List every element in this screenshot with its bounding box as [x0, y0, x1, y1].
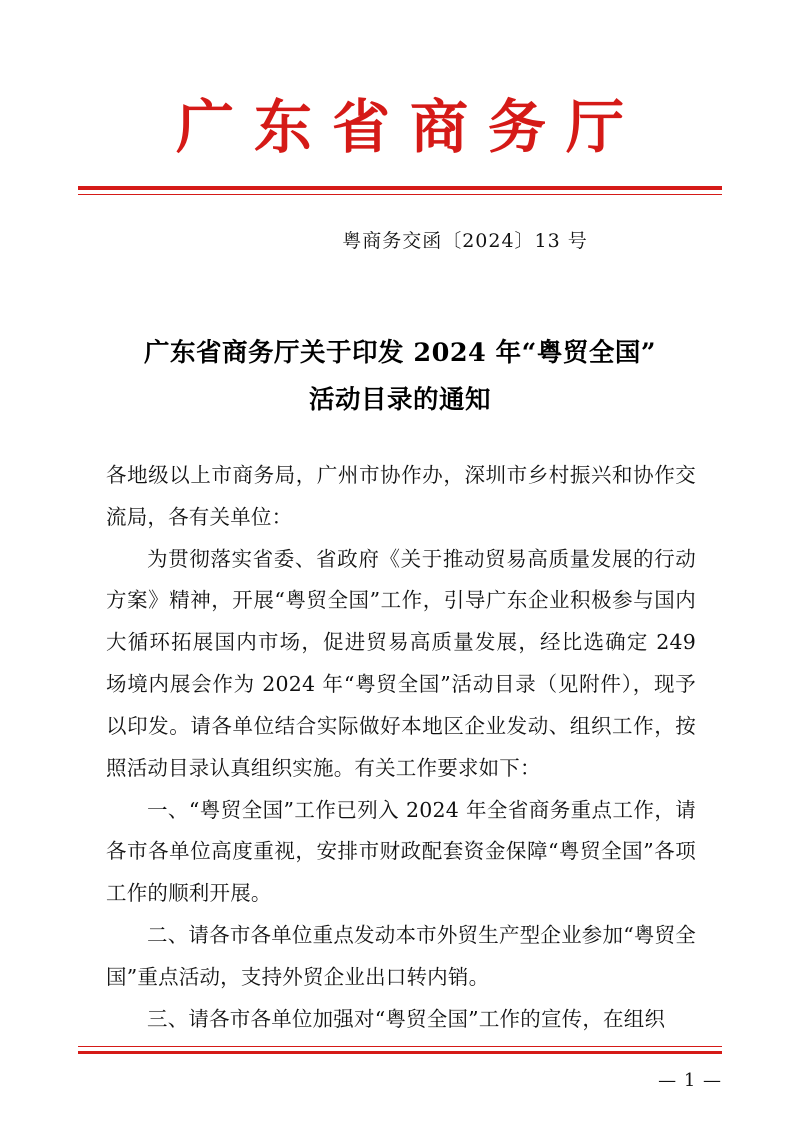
body-paragraph-salutation: 各地级以上市商务局，广州市协作办，深圳市乡村振兴和协作交流局，各有关单位： [106, 463, 696, 529]
body-paragraph-2: 一、“粤贸全国”工作已列入 2024 年全省商务重点工作，请各市各单位高度重视，安排市财政配套资金保障“粤贸全国”各项工作的顺利开展。 [106, 797, 696, 906]
document-body [106, 455, 696, 1040]
header-rule-thick [78, 186, 722, 190]
footer-rule-thick [78, 1051, 722, 1054]
body-paragraph-4: 三、请各市各单位加强对“粤贸全国”工作的宣传，在组织 [147, 1006, 666, 1031]
page-title-line-1: 广东省商务厅关于印发 2024 年“粤贸全国” [143, 338, 657, 368]
masthead [0, 93, 800, 161]
body-paragraph-1: 为贯彻落实省委、省政府《关于推动贸易高质量发展的行动方案》精神，开展“粤贸全国”工作，引导广东企业积极参与国内大循环拓展国内市场，促进贸易高质量发展，经比选确定 249 场境内展会作为 2024 年“粤贸全国”活动目录（见附件），现予以印发。请各单位结合实际做好本地区企业发动、组织工作，按照活动目录认真组织实施。有关工作要求如下： [106, 546, 696, 780]
page-title-line-2: 活动目录的通知 [308, 385, 491, 416]
page-number: — 1 — [658, 1070, 722, 1091]
masthead-title: 广东省商务厅 [175, 93, 644, 161]
page-title [104, 330, 696, 424]
footer-rule-thin [78, 1046, 722, 1047]
document-number: 粤商务交函〔2024〕13 号 [342, 230, 588, 252]
header-rule-thin [78, 194, 722, 195]
body-paragraph-3: 二、请各市各单位重点发动本市外贸生产型企业参加“粤贸全国”重点活动，支持外贸企业出口转内销。 [106, 922, 696, 989]
